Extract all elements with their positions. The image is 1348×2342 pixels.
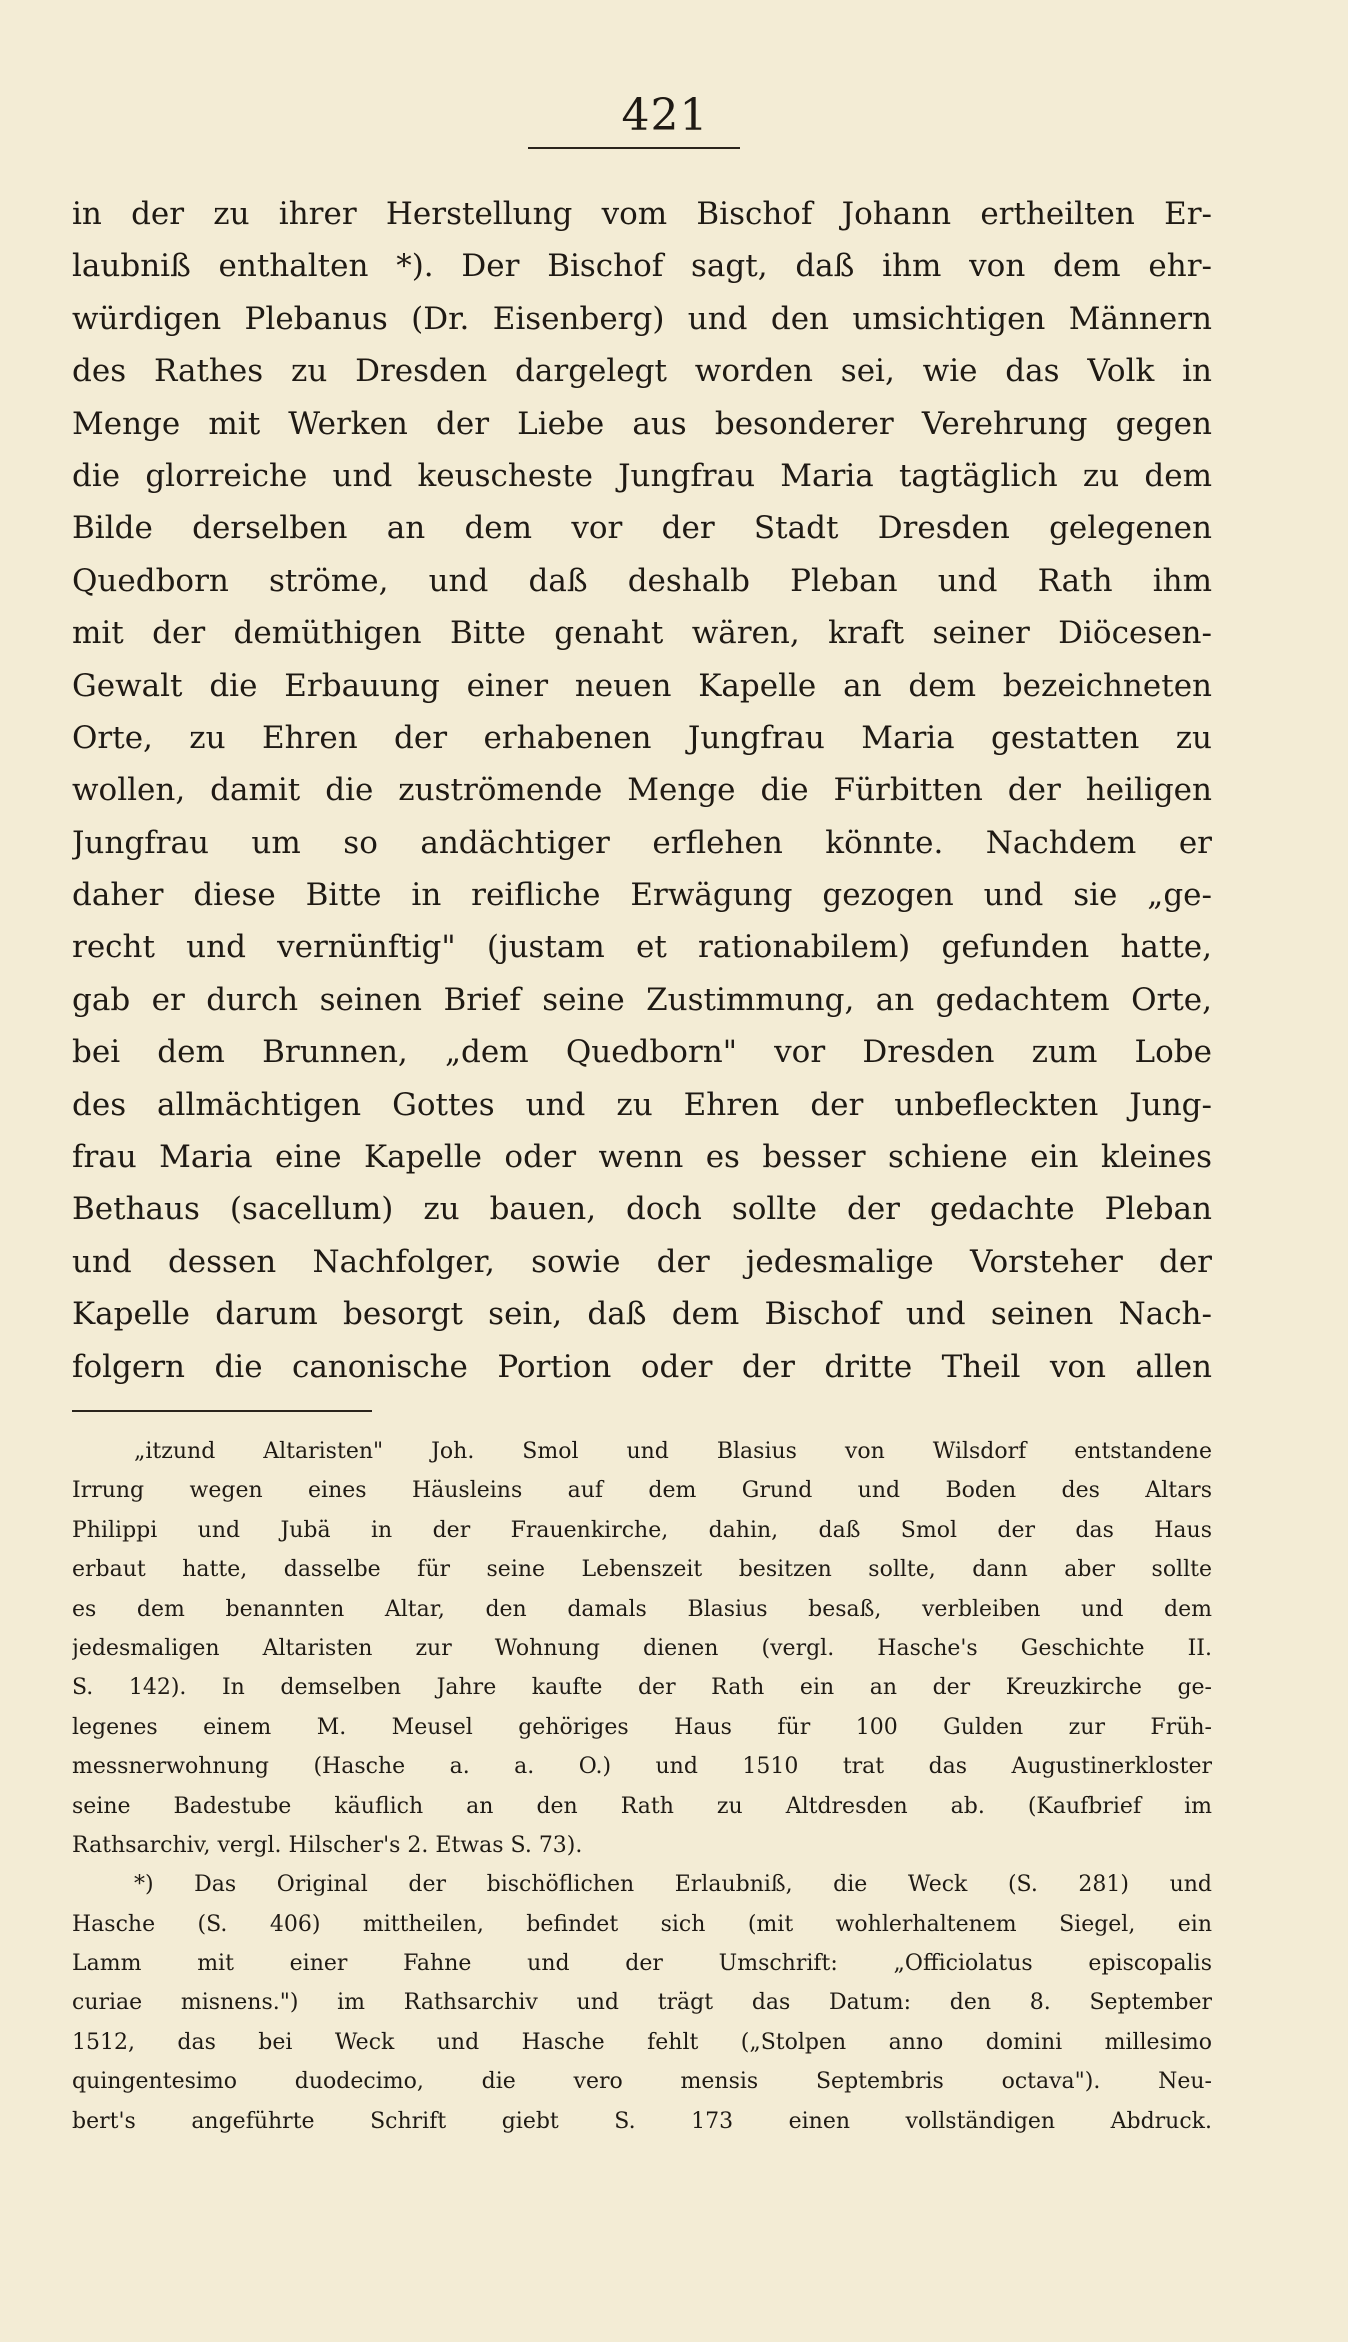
footnote-continuation-line: messnerwohnung (Hasche a. a. O.) und 1510 trat das Augustinerkloster [72,1754,1212,1780]
footnote-asterisk-line: *) Das Original der bischöflichen Erlaubniß, die Weck (S. 281) und [134,1872,1212,1898]
footnotes-block [72,1432,1212,2141]
footnote-continuation-line: „itzund Altaristen" Joh. Smol und Blasius von Wilsdorf entstandene [134,1439,1212,1464]
footnote-continuation-line: es dem benannten Altar, den damals Blasius besaß, verbleiben und dem [72,1596,1212,1622]
footnote-asterisk-line: bert's angeführte Schrift giebt S. 173 einen vollständigen Abdruck. [72,2108,1212,2134]
main-text-line: Kapelle darum besorgt sein, daß dem Bischof und seinen Nach- [72,1296,1212,1333]
footnote-continuation-line: erbaut hatte, dasselbe für seine Lebenszeit besitzen sollte, dann aber sollte [72,1557,1212,1583]
main-text-line: folgern die canonische Portion oder der dritte Theil von allen [72,1348,1212,1385]
footnote-asterisk-line: quingentesimo duodecimo, die vero mensis Septembris octava"). Neu- [72,2069,1212,2095]
main-text-line: recht und vernünftig" (justam et rationabilem) gefunden hatte, [72,929,1212,966]
main-text-line: des Rathes zu Dresden dargelegt worden sei, wie das Volk in [72,353,1212,390]
main-text-line: in der zu ihrer Herstellung vom Bischof Johann ertheilten Er- [72,196,1212,232]
main-text-line: bei dem Brunnen, „dem Quedborn" vor Dresden zum Lobe [72,1034,1212,1071]
main-text-line: frau Maria eine Kapelle oder wenn es besser schiene ein kleines [72,1139,1212,1176]
page-number: 421 [621,90,709,141]
main-text-line: laubniß enthalten *). Der Bischof sagt, daß ihm von dem ehr- [72,248,1212,285]
footnote-continuation-line: Rathsarchiv, vergl. Hilscher's 2. Etwas S. 73). [72,1832,583,1858]
footnote-asterisk-line: Lamm mit einer Fahne und der Umschrift: „Officiolatus episcopalis [72,1951,1212,1977]
footnote-continuation-line: legenes einem M. Meusel gehöriges Haus für 100 Gulden zur Früh- [72,1714,1212,1740]
main-text-block [72,188,1212,1393]
footnote-continuation-line: Irrung wegen eines Häusleins auf dem Grund und Boden des Altars [72,1478,1212,1504]
footnote-continuation-line: Philippi und Jubä in der Frauenkirche, dahin, daß Smol der das Haus [72,1517,1212,1543]
footnote-asterisk-line: Hasche (S. 406) mittheilen, befindet sich (mit wohlerhaltenem Siegel, ein [72,1911,1212,1937]
footnote-asterisk-line: curiae misnens.") im Rathsarchiv und trägt das Datum: den 8. September [72,1990,1212,2016]
main-text-line: die glorreiche und keuscheste Jungfrau Maria tagtäglich zu dem [72,457,1212,494]
main-text-line: Gewalt die Erbauung einer neuen Kapelle an dem bezeichneten [72,667,1212,704]
footnote-asterisk-line: 1512, das bei Weck und Hasche fehlt („Stolpen anno domini millesimo [72,2029,1212,2055]
footnote-continuation-line: S. 142). In demselben Jahre kaufte der Rath ein an der Kreuzkirche ge- [72,1675,1212,1701]
page-number-underline [528,147,740,149]
main-text-line: und dessen Nachfolger, sowie der jedesmalige Vorsteher der [72,1243,1212,1280]
main-text-line: würdigen Plebanus (Dr. Eisenberg) und den umsichtigen Männern [72,300,1212,337]
main-text-line: wollen, damit die zuströmende Menge die Fürbitten der heiligen [72,772,1212,809]
main-text-line: Menge mit Werken der Liebe aus besonderer Verehrung gegen [72,405,1212,442]
main-text-line: des allmächtigen Gottes und zu Ehren der unbefleckten Jung- [72,1086,1212,1123]
main-text-line: Bilde derselben an dem vor der Stadt Dresden gelegenen [72,510,1212,547]
footnote-continuation-line: seine Badestube käuflich an den Rath zu Altdresden ab. (Kaufbrief im [72,1793,1212,1819]
footnote-separator-rule [72,1410,372,1412]
main-text-line: Quedborn ströme, und daß deshalb Pleban und Rath ihm [72,562,1212,599]
main-text-line: Orte, zu Ehren der erhabenen Jungfrau Maria gestatten zu [72,719,1212,756]
main-text-line: daher diese Bitte in reifliche Erwägung gezogen und sie „ge- [72,877,1212,914]
main-text-line: mit der demüthigen Bitte genaht wären, kraft seiner Diöcesen- [72,615,1212,652]
main-text-line: gab er durch seinen Brief seine Zustimmung, an gedachtem Orte, [72,981,1212,1018]
main-text-line: Jungfrau um so andächtiger erflehen könnte. Nachdem er [72,824,1212,861]
footnote-continuation-line: jedesmaligen Altaristen zur Wohnung dienen (vergl. Hasche's Geschichte II. [72,1635,1212,1661]
main-text-line: Bethaus (sacellum) zu bauen, doch sollte der gedachte Pleban [72,1191,1212,1228]
